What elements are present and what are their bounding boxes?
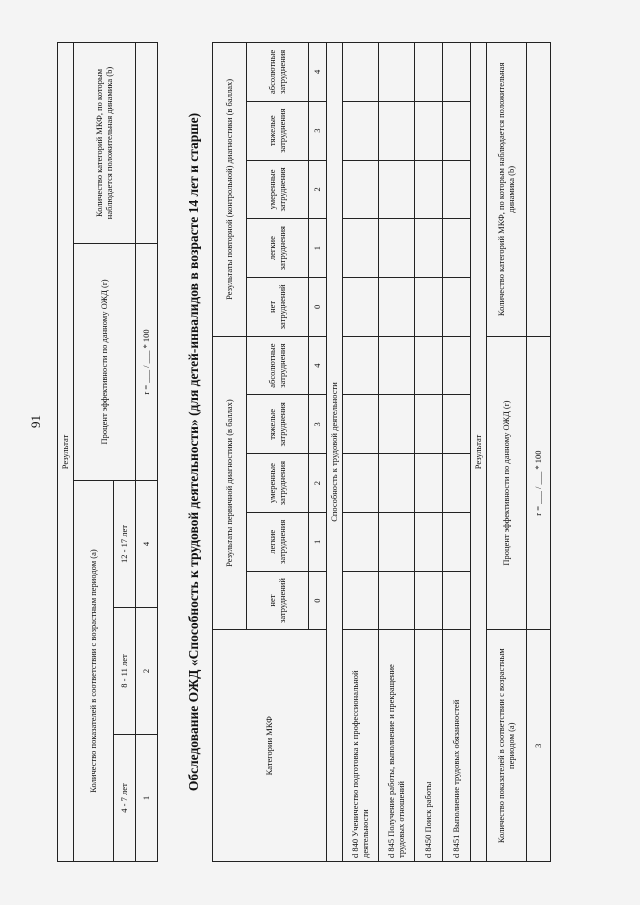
table-row (415, 43, 443, 862)
bottom-result-header: Результат (471, 43, 487, 862)
top-col-b-header: Количество категорий МКФ, по которым наблюдается положительная динамика (b) (74, 43, 136, 244)
section-title: Обследование ОЖД «Способность к трудовой деятельности» (для детей-инвалидов в возрасте 14 лет и старше) (186, 112, 201, 792)
age-count-2: 2 (136, 608, 158, 735)
row-category: d 8451 Выполнение трудовых обязанностей (443, 630, 471, 862)
repeat-header: Результаты повторной (контрольной) диагностики (в баллах) (213, 43, 247, 337)
top-b-value (136, 43, 158, 244)
row-category: d 845 Получение работы, выполнение и прекращение трудовых отношений (379, 630, 415, 862)
main-table (212, 42, 551, 862)
age-group-1: 4 - 7 лет (114, 735, 136, 862)
table-row (443, 43, 471, 862)
age-count-1: 1 (136, 735, 158, 862)
primary-score-1: 1 (309, 512, 327, 571)
repeat-level-3: тяжелые затруднения (247, 101, 309, 160)
repeat-score-3: 3 (309, 101, 327, 160)
top-col-a-header: Количество показателей в соответствии с возрастным периодом (а) (74, 481, 114, 862)
table-row (379, 43, 415, 862)
bottom-col-b-header: Количество категорий МКФ, по которым наблюдается положительная динамика (b) (487, 43, 527, 337)
primary-header: Результаты первичной диагностики (в баллах) (213, 336, 247, 630)
bottom-a-value: 3 (527, 630, 551, 862)
bottom-col-a-header: Количество показателей в соответствии с возрастным периодом (а) (487, 630, 527, 862)
row-category: d 840 Ученичество подготовка к профессиональной деятельности (343, 630, 379, 862)
page-number: 91 (28, 415, 43, 428)
primary-level-0: нет затруднений (247, 571, 309, 630)
bottom-formula: r = ___ / ___ * 100 (527, 336, 551, 630)
primary-level-2: умеренные затруднения (247, 454, 309, 513)
top-result-table (57, 42, 158, 862)
primary-level-4: абсолютные затруднения (247, 336, 309, 395)
group-label: Способность к трудовой деятельности (327, 43, 343, 862)
table-row (343, 43, 379, 862)
top-result-header: Результат (58, 43, 74, 862)
primary-score-4: 4 (309, 336, 327, 395)
bottom-col-r-header: Процент эффективности по данному ОЖД (r) (487, 336, 527, 630)
age-group-3: 12 - 17 лет (114, 481, 136, 608)
age-group-2: 8 - 11 лет (114, 608, 136, 735)
rotated-content (52, 32, 627, 872)
primary-score-2: 2 (309, 454, 327, 513)
primary-score-0: 0 (309, 571, 327, 630)
repeat-score-0: 0 (309, 278, 327, 337)
age-count-3: 4 (136, 481, 158, 608)
categories-header: Категории МКФ (213, 630, 327, 862)
repeat-level-1: легкие затруднения (247, 219, 309, 278)
repeat-level-4: абсолютные затруднения (247, 43, 309, 102)
repeat-score-1: 1 (309, 219, 327, 278)
repeat-level-2: умеренные затруднения (247, 160, 309, 219)
primary-level-3: тяжелые затруднения (247, 395, 309, 454)
row-category: d 8450 Поиск работы (415, 630, 443, 862)
repeat-score-4: 4 (309, 43, 327, 102)
primary-level-1: легкие затруднения (247, 512, 309, 571)
primary-score-3: 3 (309, 395, 327, 454)
top-col-r-header: Процент эффективности по данному ОЖД (r) (74, 244, 136, 481)
repeat-level-0: нет затруднений (247, 278, 309, 337)
repeat-score-2: 2 (309, 160, 327, 219)
top-formula: r = ___ / ___ * 100 (136, 244, 158, 481)
bottom-b-value (527, 43, 551, 337)
